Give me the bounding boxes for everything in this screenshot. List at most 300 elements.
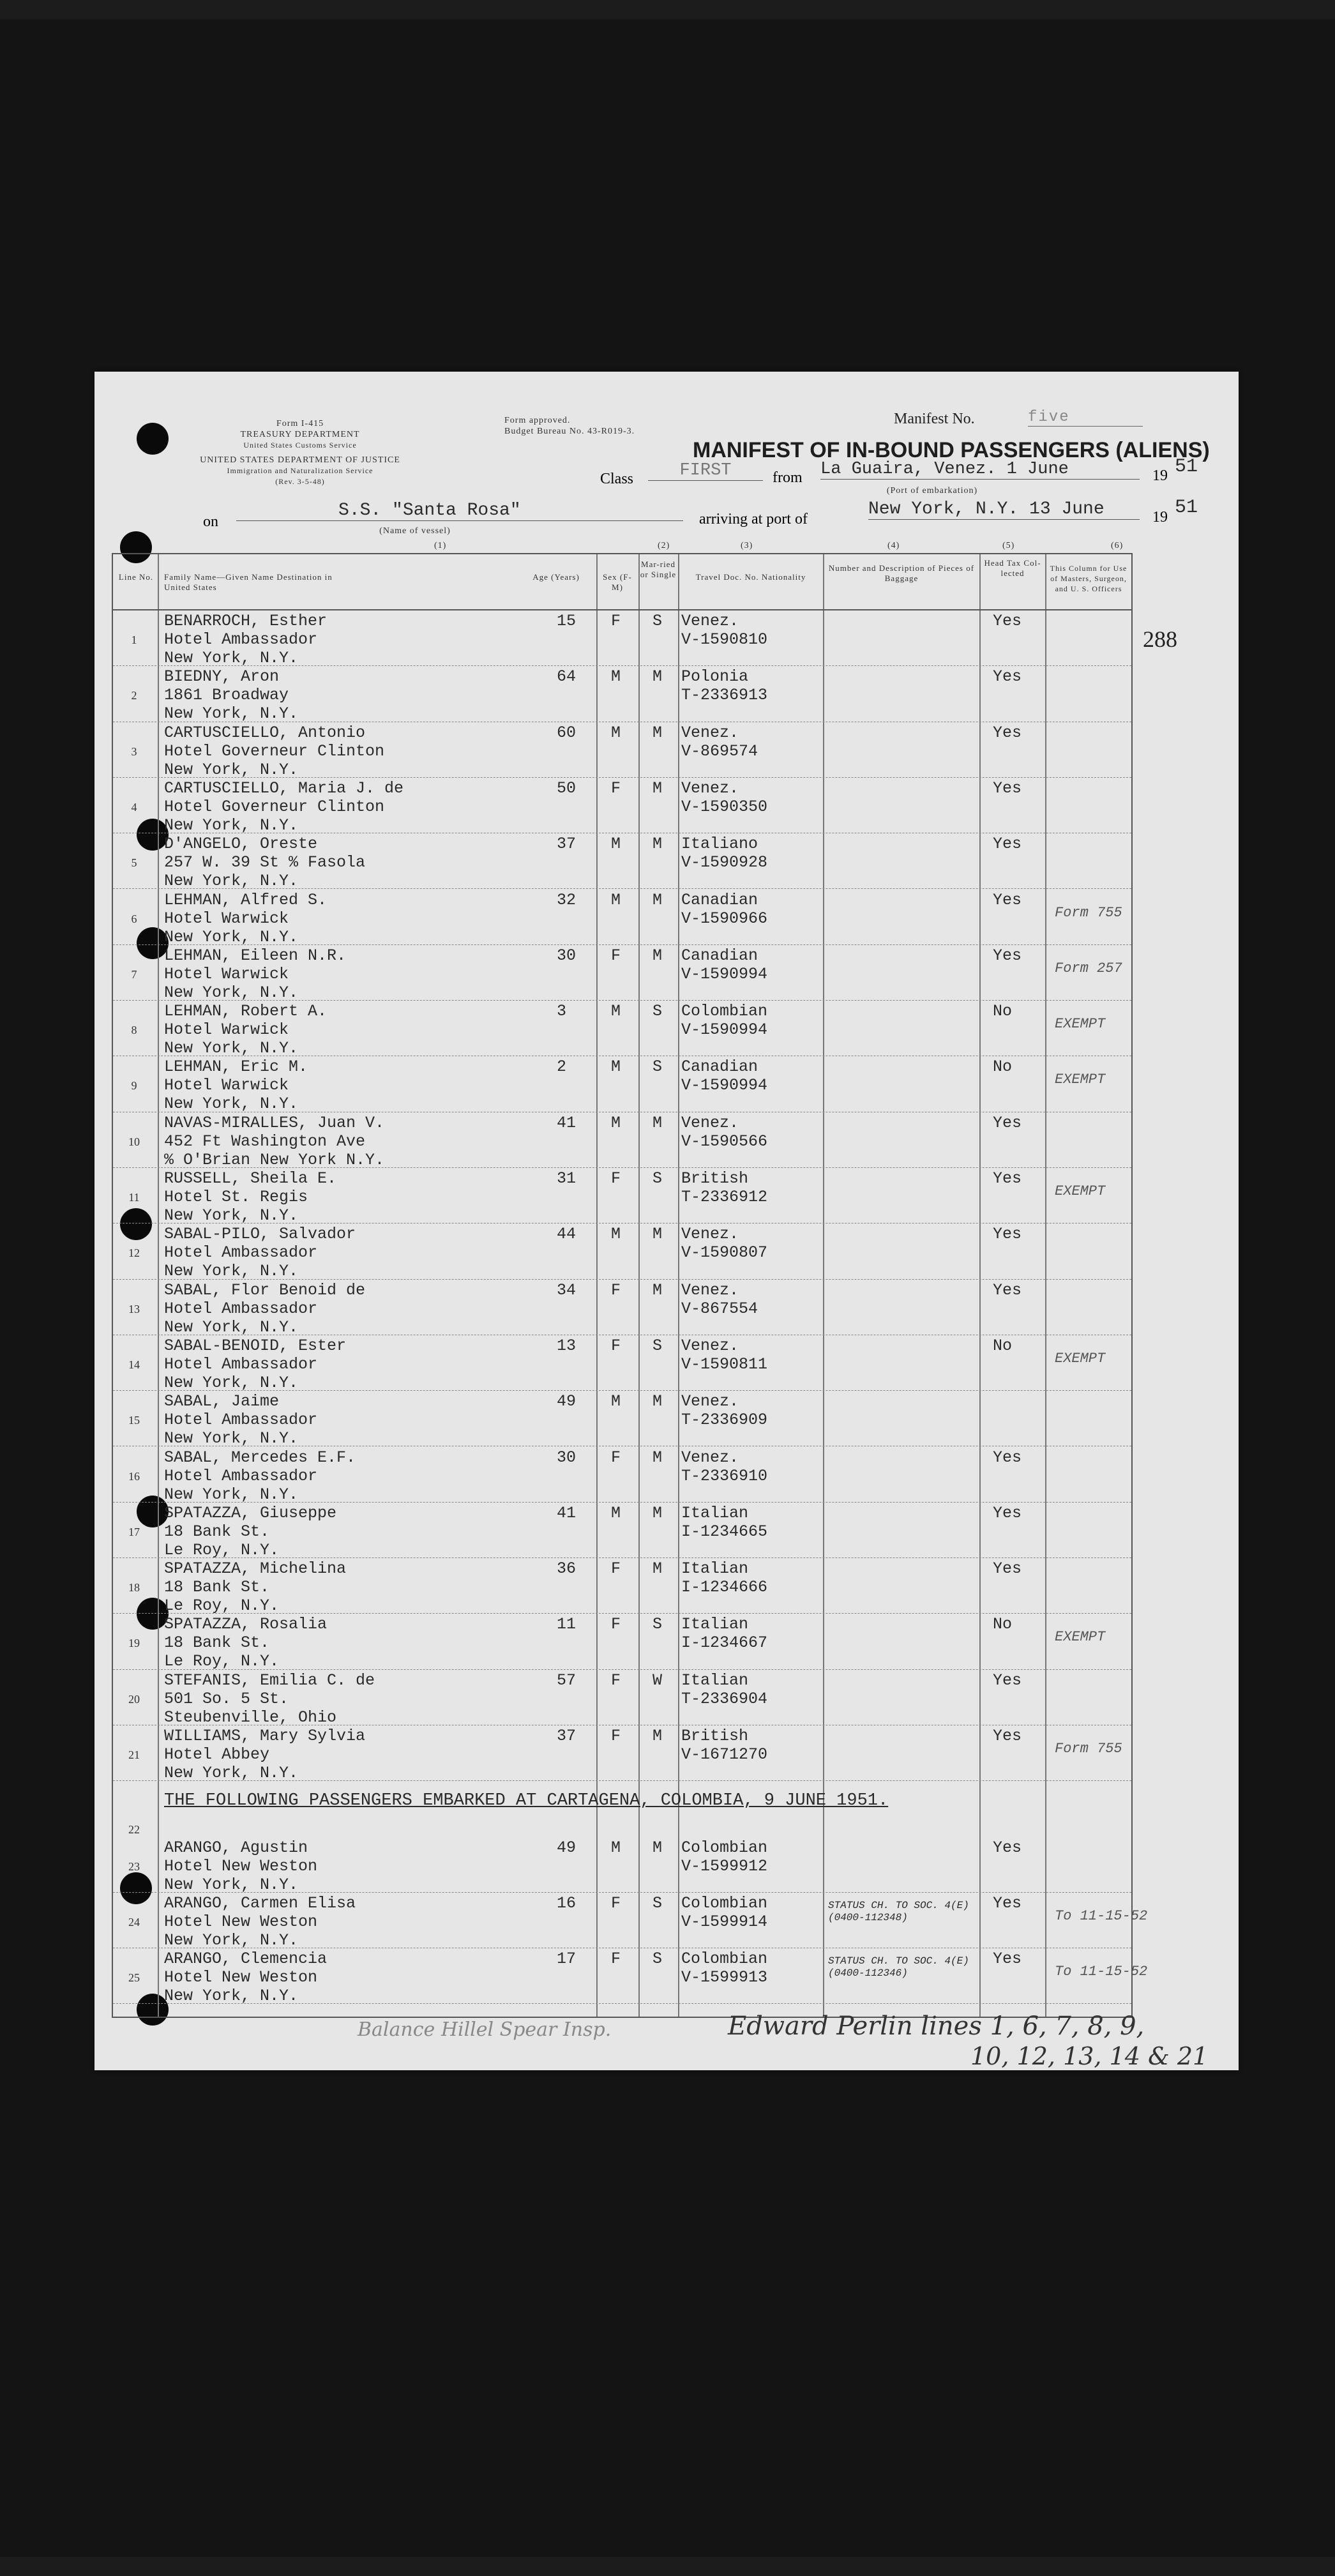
cartagena-notice: THE FOLLOWING PASSENGERS EMBARKED AT CARTAGENA, COLOMBIA, 9 JUNE 1951. <box>164 1791 889 1810</box>
line-number: 13 <box>128 1302 140 1315</box>
line-number: 6 <box>131 912 137 925</box>
passenger-sex: F <box>611 1893 621 1913</box>
passenger-age: 41 <box>557 1503 577 1522</box>
nationality: Canadian <box>681 1057 758 1077</box>
arr-year: 51 <box>1175 497 1198 519</box>
travel-doc-number: V-1671270 <box>681 1745 768 1764</box>
officer-note: Form 755 <box>1055 904 1122 921</box>
passenger-age: 57 <box>557 1671 577 1690</box>
passenger-name: SABAL, Mercedes E.F. <box>164 1448 356 1467</box>
table-row <box>113 1280 1131 1335</box>
head-tax-status: Yes <box>993 890 1022 909</box>
travel-doc-number: V-1590810 <box>681 630 768 649</box>
marital-status: S <box>652 1950 663 1969</box>
travel-doc-number: V-1599913 <box>681 1968 768 1987</box>
line-number: 1 <box>131 633 137 646</box>
destination-line: Hotel New Weston <box>164 1968 318 1987</box>
passenger-name: ARANGO, Agustin <box>164 1838 308 1857</box>
head-tax-status: Yes <box>993 667 1022 686</box>
table-row <box>113 890 1131 945</box>
destination-line: New York, N.Y. <box>164 760 299 779</box>
destination-line: Le Roy, N.Y. <box>164 1596 280 1616</box>
passenger-age: 32 <box>557 890 577 909</box>
destination-line: New York, N.Y. <box>164 1206 299 1225</box>
passenger-age: 2 <box>557 1057 567 1077</box>
line-number: 21 <box>128 1748 140 1761</box>
destination-line: New York, N.Y. <box>164 1485 299 1504</box>
passenger-name: SABAL, Flor Benoid de <box>164 1280 366 1299</box>
passenger-age: 34 <box>557 1280 577 1299</box>
destination-line: Steubenville, Ohio <box>164 1708 337 1727</box>
passenger-name: SABAL, Jaime <box>164 1392 280 1411</box>
colnum-6: (6) <box>1111 541 1124 550</box>
passenger-age: 13 <box>557 1336 577 1355</box>
line-number: 16 <box>128 1469 140 1483</box>
passenger-sex: M <box>611 835 621 854</box>
passenger-name: STEFANIS, Emilia C. de <box>164 1671 375 1690</box>
budget-bureau: Budget Bureau No. 43-R019-3. <box>504 427 635 436</box>
baggage-status-note: STATUS CH. TO SOC. 4(E) (0400-112348) <box>828 1900 969 1923</box>
scanner-edge-top <box>0 0 1335 19</box>
destination-line: Hotel Abbey <box>164 1745 270 1764</box>
travel-doc-number: I-1234667 <box>681 1633 768 1653</box>
marital-status: M <box>652 1280 663 1299</box>
destination-line: Hotel New Weston <box>164 1912 318 1931</box>
colnum-2: (2) <box>658 541 670 550</box>
head-tax-status: No <box>993 1615 1013 1634</box>
col-header-sex: Sex (F-M) <box>603 572 632 592</box>
destination-line: Hotel Warwick <box>164 1020 289 1040</box>
destination-line: Hotel Ambassador <box>164 630 318 649</box>
scanner-edge-bottom <box>0 2557 1335 2576</box>
baggage-status-note: STATUS CH. TO SOC. 4(E) (0400-112346) <box>828 1955 969 1979</box>
nationality: Venez. <box>681 1392 739 1411</box>
line-number: 2 <box>131 689 137 702</box>
destination-line: Hotel St. Regis <box>164 1188 308 1206</box>
marital-status: M <box>652 1838 663 1857</box>
destination-line: New York, N.Y. <box>164 1987 299 2006</box>
passenger-age: 37 <box>557 835 577 854</box>
travel-doc-number: T-2336909 <box>681 1411 768 1430</box>
head-tax-status: No <box>993 1002 1013 1021</box>
table-row <box>113 1335 1131 1391</box>
line-number: 7 <box>131 967 137 981</box>
passenger-name: LEHMAN, Eric M. <box>164 1057 308 1077</box>
from-label: from <box>773 469 803 486</box>
passenger-age: 37 <box>557 1727 577 1745</box>
passenger-sex: M <box>611 1002 621 1021</box>
destination-line: Hotel Warwick <box>164 909 289 928</box>
line-number: 10 <box>128 1135 140 1148</box>
travel-doc-number: V-1599914 <box>681 1912 768 1931</box>
arriving-label: arriving at port of <box>699 511 808 527</box>
marital-status: M <box>652 1503 663 1522</box>
dept-ins: Immigration and Naturalization Service <box>227 466 373 475</box>
head-tax-status: Yes <box>993 1113 1022 1132</box>
head-tax-status: Yes <box>993 1169 1022 1188</box>
col-header-officers: This Column for Use of Masters, Surgeon, and U. S. Officers <box>1050 564 1128 593</box>
punch-hole <box>137 423 169 455</box>
table-row <box>113 1503 1131 1558</box>
head-tax-status: Yes <box>993 1838 1022 1857</box>
marital-status: M <box>652 1727 663 1745</box>
marital-status: S <box>652 1057 663 1077</box>
destination-line: New York, N.Y. <box>164 1095 299 1114</box>
marital-status: S <box>652 1893 663 1913</box>
nationality: Venez. <box>681 612 739 630</box>
head-tax-status: Yes <box>993 1727 1022 1745</box>
travel-doc-number: V-1590807 <box>681 1243 768 1262</box>
travel-doc-number: T-2336913 <box>681 686 768 705</box>
marital-status: M <box>652 1392 663 1411</box>
marital-status: M <box>652 1559 663 1579</box>
passenger-age: 11 <box>557 1615 577 1634</box>
head-tax-status: Yes <box>993 1280 1022 1299</box>
destination-line: Hotel Ambassador <box>164 1466 318 1485</box>
page-number-value: 288 <box>1143 626 1177 652</box>
passenger-name: SPATAZZA, Rosalia <box>164 1615 328 1634</box>
passenger-age: 64 <box>557 667 577 686</box>
marital-status: S <box>652 1336 663 1355</box>
line-number: 8 <box>131 1024 137 1037</box>
passenger-age: 15 <box>557 612 577 630</box>
line-number: 11 <box>128 1191 140 1204</box>
officer-note: Form 755 <box>1055 1741 1122 1757</box>
port-embark-label: (Port of embarkation) <box>886 486 978 496</box>
head-tax-status: No <box>993 1057 1013 1077</box>
table-row <box>113 666 1131 722</box>
destination-line: Hotel Ambassador <box>164 1411 318 1430</box>
nationality: Venez. <box>681 723 739 742</box>
form-number: Form I-415 <box>276 419 324 428</box>
passenger-name: WILLIAMS, Mary Sylvia <box>164 1727 366 1745</box>
passenger-age: 17 <box>557 1950 577 1969</box>
col-header-married: Mar-ried or Single <box>640 559 677 579</box>
passenger-age: 16 <box>557 1893 577 1913</box>
marital-status: M <box>652 1225 663 1244</box>
passenger-age: 49 <box>557 1392 577 1411</box>
head-tax-status: Yes <box>993 1893 1022 1913</box>
nationality: Italian <box>681 1559 749 1579</box>
form-rev: (Rev. 3-5-48) <box>275 477 325 486</box>
passenger-age: 41 <box>557 1113 577 1132</box>
marital-status: M <box>652 1448 663 1467</box>
table-row <box>113 833 1131 889</box>
passenger-name: CARTUSCIELLO, Maria J. de <box>164 778 404 798</box>
destination-line: 452 Ft Washington Ave <box>164 1132 366 1151</box>
destination-line: Hotel Ambassador <box>164 1299 318 1318</box>
destination-line: Le Roy, N.Y. <box>164 1540 280 1559</box>
on-label: on <box>203 513 218 530</box>
marital-status: M <box>652 890 663 909</box>
marital-status: M <box>652 723 663 742</box>
travel-doc-number: V-1590966 <box>681 909 768 928</box>
passenger-sex: M <box>611 1503 621 1522</box>
destination-line: New York, N.Y. <box>164 1373 299 1392</box>
passenger-sex: F <box>611 1950 621 1969</box>
nationality: Venez. <box>681 1280 739 1299</box>
travel-doc-number: V-1590994 <box>681 1020 768 1040</box>
destination-line: New York, N.Y. <box>164 1764 299 1782</box>
line-number: 22 <box>128 1823 140 1836</box>
passenger-name: SABAL-BENOID, Ester <box>164 1336 347 1355</box>
passenger-name: BIEDNY, Aron <box>164 667 280 686</box>
marital-status: M <box>652 667 663 686</box>
inspector-note: Balance Hillel Spear Insp. <box>358 2019 612 2041</box>
nationality: Canadian <box>681 946 758 965</box>
table-row <box>113 1112 1131 1168</box>
officer-note: EXEMPT <box>1055 1072 1106 1088</box>
officer-note: To 11-15-52 <box>1055 1907 1148 1924</box>
table-row <box>113 1056 1131 1112</box>
table-row <box>113 1558 1131 1614</box>
passenger-name: LEHMAN, Robert A. <box>164 1002 328 1021</box>
table-row <box>113 1447 1131 1503</box>
destination-line: Hotel Governeur Clinton <box>164 797 385 816</box>
marital-status: S <box>652 1615 663 1634</box>
col-header-line: Line No. <box>118 572 154 582</box>
passenger-sex: M <box>611 1057 621 1077</box>
line-number: 24 <box>128 1915 140 1928</box>
nationality: Venez. <box>681 1225 739 1244</box>
dept-customs: United States Customs Service <box>243 441 357 450</box>
passenger-name: BENARROCH, Esther <box>164 612 328 630</box>
destination-line: Hotel Warwick <box>164 964 289 983</box>
destination-line: 18 Bank St. <box>164 1633 270 1653</box>
passenger-sex: F <box>611 1727 621 1745</box>
marital-status: S <box>652 612 663 630</box>
head-tax-status: Yes <box>993 1950 1022 1969</box>
destination-line: Hotel Warwick <box>164 1076 289 1095</box>
destination-line: New York, N.Y. <box>164 872 299 891</box>
manifest-no-value: five <box>1028 409 1143 427</box>
col-header-travel: Travel Doc. No. Nationality <box>695 572 806 582</box>
passenger-sex: F <box>611 1615 621 1634</box>
destination-line: New York, N.Y. <box>164 1930 299 1950</box>
line-number: 23 <box>128 1860 140 1873</box>
passenger-age: 30 <box>557 946 577 965</box>
travel-doc-number: V-1590811 <box>681 1354 768 1374</box>
nationality: Venez. <box>681 1336 739 1355</box>
dept-treasury: TREASURY DEPARTMENT <box>240 430 360 439</box>
passenger-age: 44 <box>557 1225 577 1244</box>
line-number: 20 <box>128 1692 140 1706</box>
table-row <box>113 1224 1131 1279</box>
travel-doc-number: I-1234665 <box>681 1522 768 1541</box>
passenger-age: 49 <box>557 1838 577 1857</box>
passenger-age: 3 <box>557 1002 567 1021</box>
destination-line: 257 W. 39 St % Fasola <box>164 853 366 872</box>
passenger-name: LEHMAN, Eileen N.R. <box>164 946 347 965</box>
table-row <box>113 610 1131 666</box>
nationality: Colombian <box>681 1950 768 1969</box>
travel-doc-number: V-867554 <box>681 1299 758 1318</box>
travel-doc-number: T-2336912 <box>681 1188 768 1206</box>
passenger-name: SPATAZZA, Michelina <box>164 1559 347 1579</box>
line-number: 15 <box>128 1414 140 1427</box>
marital-status: M <box>652 835 663 854</box>
passenger-sex: M <box>611 667 621 686</box>
nationality: Italian <box>681 1615 749 1634</box>
vessel-label: (Name of vessel) <box>379 526 451 536</box>
destination-line: 501 So. 5 St. <box>164 1689 289 1708</box>
destination-line: Hotel New Weston <box>164 1856 318 1875</box>
passenger-sex: F <box>611 612 621 630</box>
destination-line: New York, N.Y. <box>164 1429 299 1448</box>
table-row <box>113 1670 1131 1725</box>
destination-line: New York, N.Y. <box>164 704 299 724</box>
table-row <box>113 945 1131 1001</box>
travel-doc-number: I-1234666 <box>681 1578 768 1597</box>
destination-line: New York, N.Y. <box>164 815 299 835</box>
passenger-sex: F <box>611 1671 621 1690</box>
table-row <box>113 1614 1131 1669</box>
officer-note: EXEMPT <box>1055 1629 1106 1646</box>
marital-status: S <box>652 1002 663 1021</box>
line-number: 19 <box>128 1637 140 1650</box>
officer-note: EXEMPT <box>1055 1350 1106 1367</box>
table-row <box>113 1837 1131 1893</box>
passenger-age: 30 <box>557 1448 577 1467</box>
nationality: British <box>681 1727 749 1745</box>
arriving-value: New York, N.Y. 13 June <box>868 499 1140 520</box>
nationality: Colombian <box>681 1002 768 1021</box>
destination-line: New York, N.Y. <box>164 1875 299 1894</box>
nationality: Venez. <box>681 778 739 798</box>
nationality: British <box>681 1169 749 1188</box>
table-row <box>113 1168 1131 1224</box>
passenger-sex: F <box>611 778 621 798</box>
destination-line: Hotel Governeur Clinton <box>164 741 385 761</box>
head-tax-status: Yes <box>993 1448 1022 1467</box>
nationality: Venez. <box>681 1448 739 1467</box>
nationality: Canadian <box>681 890 758 909</box>
destination-line: New York, N.Y. <box>164 983 299 1002</box>
destination-line: 1861 Broadway <box>164 686 289 705</box>
head-tax-status: No <box>993 1336 1013 1355</box>
col-header-baggage: Number and Description of Pieces of Baggage <box>828 563 975 583</box>
travel-doc-number: T-2336910 <box>681 1466 768 1485</box>
colnum-1: (1) <box>434 541 447 550</box>
table-row <box>113 1725 1131 1781</box>
destination-line: New York, N.Y. <box>164 1317 299 1337</box>
head-tax-status: Yes <box>993 1225 1022 1244</box>
passenger-sex: F <box>611 1280 621 1299</box>
passenger-name: ARANGO, Clemencia <box>164 1950 328 1969</box>
nationality: Italian <box>681 1671 749 1690</box>
passenger-age: 36 <box>557 1559 577 1579</box>
from-value: La Guaira, Venez. 1 June <box>820 460 1140 480</box>
line-number: 4 <box>131 800 137 814</box>
destination-line: New York, N.Y. <box>164 1039 299 1058</box>
head-tax-status: Yes <box>993 1559 1022 1579</box>
passenger-name: ARANGO, Carmen Elisa <box>164 1893 356 1913</box>
head-tax-status: Yes <box>993 778 1022 798</box>
line-number: 14 <box>128 1358 140 1371</box>
col-header-headtax: Head Tax Col-lected <box>984 558 1041 578</box>
nationality: Italiano <box>681 835 758 854</box>
marital-status: W <box>652 1671 663 1690</box>
passenger-table <box>112 553 1148 2018</box>
destination-line: % O'Brian New York N.Y. <box>164 1150 385 1169</box>
inspector-lines: 10, 12, 13, 14 & 21 <box>970 2042 1209 2070</box>
line-number: 17 <box>128 1525 140 1538</box>
destination-line: New York, N.Y. <box>164 649 299 667</box>
colnum-4: (4) <box>887 541 900 550</box>
destination-line: New York, N.Y. <box>164 1262 299 1281</box>
travel-doc-number: T-2336904 <box>681 1689 768 1708</box>
passenger-age: 50 <box>557 778 577 798</box>
passenger-age: 60 <box>557 723 577 742</box>
passenger-sex: M <box>611 1838 621 1857</box>
marital-status: M <box>652 946 663 965</box>
passenger-name: SABAL-PILO, Salvador <box>164 1225 356 1244</box>
marital-status: M <box>652 1113 663 1132</box>
head-tax-status: Yes <box>993 1671 1022 1690</box>
passenger-sex: F <box>611 1169 621 1188</box>
from-year-prefix: 19 <box>1152 467 1168 484</box>
row-divider <box>113 1780 1131 1781</box>
marital-status: M <box>652 778 663 798</box>
travel-doc-number: V-1590928 <box>681 853 768 872</box>
destination-line: Hotel Ambassador <box>164 1354 318 1374</box>
nationality: Colombian <box>681 1838 768 1857</box>
line-number: 25 <box>128 1971 140 1985</box>
officer-note: EXEMPT <box>1055 1183 1106 1199</box>
form-approved: Form approved. <box>504 416 571 425</box>
class-label: Class <box>600 471 634 487</box>
passenger-name: D'ANGELO, Oreste <box>164 835 318 854</box>
travel-doc-number: V-1599912 <box>681 1856 768 1875</box>
passenger-sex: F <box>611 946 621 965</box>
passenger-name: NAVAS-MIRALLES, Juan V. <box>164 1113 385 1132</box>
passenger-sex: M <box>611 723 621 742</box>
head-tax-status: Yes <box>993 1503 1022 1522</box>
manifest-title: MANIFEST OF IN-BOUND PASSENGERS (ALIENS) <box>693 438 1210 462</box>
line-number: 18 <box>128 1581 140 1595</box>
travel-doc-number: V-1590994 <box>681 1076 768 1095</box>
passenger-name: SPATAZZA, Giuseppe <box>164 1503 337 1522</box>
travel-doc-number: V-1590566 <box>681 1132 768 1151</box>
nationality: Italian <box>681 1503 749 1522</box>
passenger-sex: F <box>611 1448 621 1467</box>
line-number: 9 <box>131 1079 137 1093</box>
nationality: Polonia <box>681 667 749 686</box>
destination-line: New York, N.Y. <box>164 927 299 946</box>
from-year: 51 <box>1175 456 1198 478</box>
table-row <box>113 722 1131 778</box>
col-header-age: Age (Years) <box>532 572 580 582</box>
officer-note: To 11-15-52 <box>1055 1964 1148 1980</box>
line-number: 3 <box>131 745 137 758</box>
passenger-name: CARTUSCIELLO, Antonio <box>164 723 366 742</box>
officer-note: Form 257 <box>1055 960 1122 976</box>
passenger-age: 31 <box>557 1169 577 1188</box>
destination-line: Hotel Ambassador <box>164 1243 318 1262</box>
table-row <box>113 1001 1131 1056</box>
passenger-sex: F <box>611 1559 621 1579</box>
passenger-sex: M <box>611 890 621 909</box>
nationality: Venez. <box>681 1113 739 1132</box>
officer-note: EXEMPT <box>1055 1016 1106 1033</box>
colnum-5: (5) <box>1002 541 1015 550</box>
passenger-sex: M <box>611 1392 621 1411</box>
travel-doc-number: V-1590994 <box>681 964 768 983</box>
colnum-3: (3) <box>741 541 753 550</box>
destination-line: 18 Bank St. <box>164 1522 270 1541</box>
marital-status: S <box>652 1169 663 1188</box>
head-tax-status: Yes <box>993 946 1022 965</box>
